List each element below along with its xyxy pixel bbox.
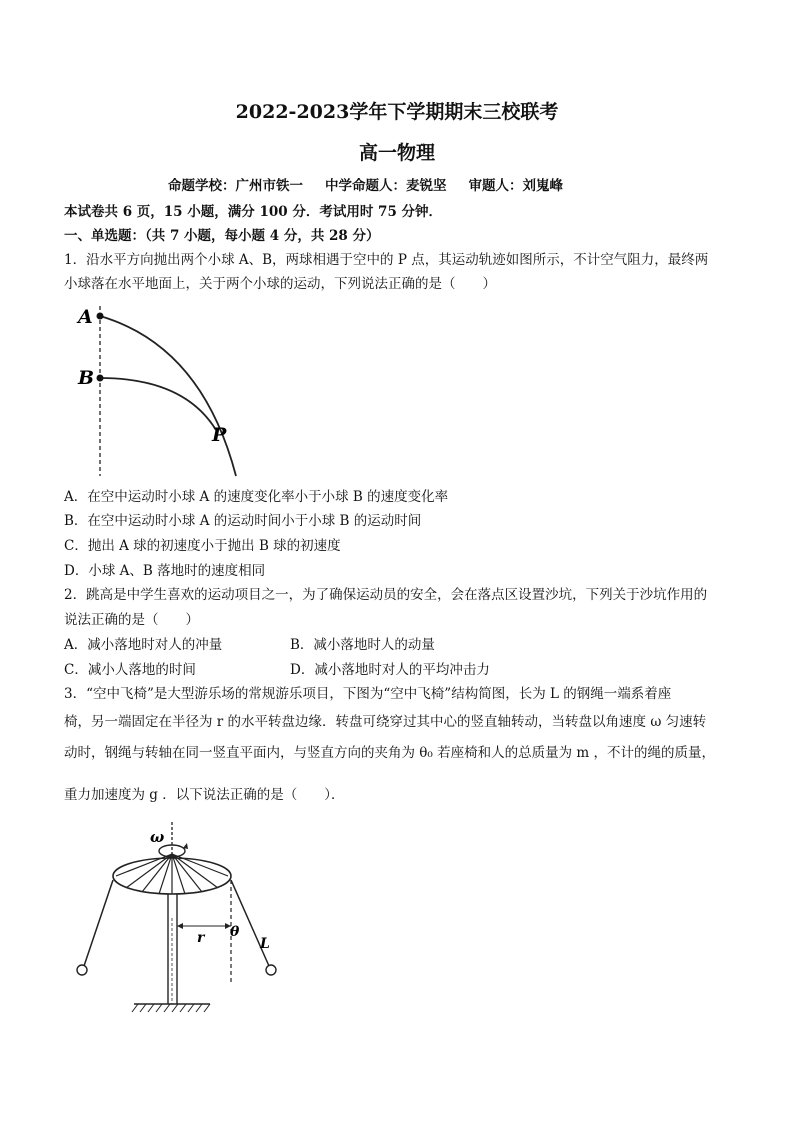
label-l: L — [260, 936, 270, 952]
rope-right — [231, 880, 269, 966]
reviewer: 审题人：刘嵬峰 — [468, 178, 563, 194]
exam-info: 本试卷共 6 页，15 小题，满分 100 分．考试用时 75 分钟． — [64, 204, 443, 220]
seat-right — [266, 965, 276, 975]
q3-line1: 3．“空中飞椅”是大型游乐场的常规游乐项目，下图为“空中飞椅”结构简图，长为 L 的钢绳一端系着座 — [64, 686, 672, 702]
paper-subtitle: 高一物理 — [358, 142, 435, 164]
byline — [168, 174, 585, 194]
q3-line3: 动时，钢绳与转轴在同一竖直平面内，与竖直方向的夹角为 θ₀ 若座椅和人的总质量为 m ，不计的绳的质量， — [64, 745, 716, 761]
q1-option-a: A．在空中运动时小球 A 的速度变化率小于小球 B 的速度变化率 — [64, 489, 449, 505]
author: 中学命题人：麦锐坚 — [325, 178, 447, 194]
paper-title: 2022-2023学年下学期期末三校联考 — [235, 101, 559, 123]
label-omega: ω — [150, 828, 165, 846]
q3-line2: 椅，另一端固定在半径为 r 的水平转盘边缘．转盘可绕穿过其中心的竖直轴转动，当转盘以角速度 ω 匀速转 — [64, 714, 707, 730]
ground-hatch — [132, 1004, 210, 1012]
q1-line2: 小球落在水平地面上，关于两个小球的运动，下列说法正确的是（ ） — [64, 276, 496, 292]
point-b — [97, 375, 104, 382]
point-a — [97, 313, 104, 320]
q3-line4: 重力加速度为 g ．以下说法正确的是（ ）． — [64, 787, 345, 803]
q2-option-c: C．减小人落地的时间 — [64, 662, 196, 678]
q1-option-c: C．抛出 A 球的初速度小于抛出 B 球的初速度 — [64, 538, 341, 554]
q1-option-d: D．小球 A、B 落地时的速度相同 — [64, 563, 266, 579]
q2-line1: 2．跳高是中学生喜欢的运动项目之一，为了确保运动员的安全，会在落点区设置沙坑，下列关于沙坑作用的 — [64, 587, 708, 603]
label-b: B — [78, 367, 95, 389]
q1-figure — [64, 298, 254, 480]
trajectory-b — [100, 378, 216, 430]
school: 命题学校：广州市铁一 — [168, 178, 303, 194]
label-theta: θ — [230, 924, 240, 940]
label-r: r — [197, 930, 205, 946]
canopy-ribs — [116, 854, 228, 894]
label-p: P — [212, 424, 227, 446]
q2-option-a: A．减小落地时对人的冲量 — [64, 637, 223, 653]
seat-left — [77, 965, 87, 975]
label-a: A — [78, 306, 93, 328]
section-heading: 一、单选题：（共 7 小题，每小题 4 分，共 28 分） — [64, 228, 380, 244]
q1-line1: 1．沿水平方向抛出两个小球 A、B，两球相遇于空中的 P 点，其运动轨迹如图所示，不计空气阻力，最终两 — [64, 252, 709, 268]
r-arrow-left-icon — [177, 923, 183, 929]
q3-figure — [64, 818, 294, 1018]
q1-option-b: B．在空中运动时小球 A 的运动时间小于小球 B 的运动时间 — [64, 513, 422, 529]
q2-option-b: B．减小落地时人的动量 — [290, 637, 435, 653]
trajectory-a — [100, 316, 236, 476]
rope-left — [84, 880, 113, 966]
q2-line2: 说法正确的是（ ） — [64, 612, 199, 628]
arrow-head-icon — [183, 843, 188, 849]
q2-option-d: D．减小落地时对人的平均冲击力 — [290, 662, 490, 678]
